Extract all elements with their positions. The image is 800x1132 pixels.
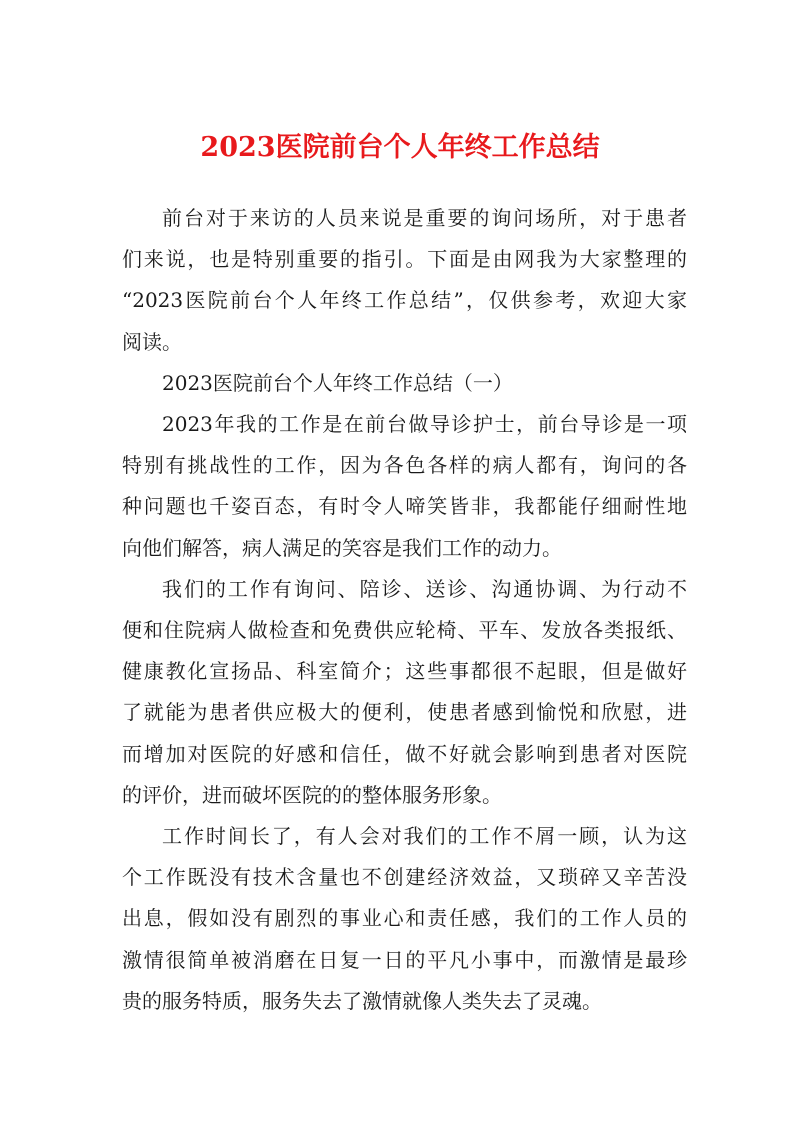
paragraph-1 <box>122 404 687 569</box>
text-line: 我们的工作有询问、陪诊、送诊、沟通协调、为行动不 <box>162 576 687 601</box>
text-line: 了就能为患者供应极大的便利，使患者感到愉悦和欣慰，进 <box>122 700 687 725</box>
paragraph-2 <box>122 569 687 816</box>
text-line: 健康教化宣扬品、科室简介；这些事都很不起眼，但是做好 <box>122 659 687 684</box>
text-line: 个工作既没有技术含量也不创建经济效益，又琐碎又辛苦没 <box>122 865 687 890</box>
text-line: 的评价，进而破坏医院的的整体服务形象。 <box>122 782 502 807</box>
text-line: 前台对于来访的人员来说是重要的询问场所，对于患者 <box>162 206 687 230</box>
text-line: 特别有挑战性的工作，因为各色各样的病人都有，询问的各 <box>122 453 687 478</box>
section-heading <box>122 363 687 404</box>
text-line: 们来说，也是特别重要的指引。下面是由网我为大家整理的 <box>122 247 687 272</box>
text-line: 激情很简单被消磨在日复一日的平凡小事中，而激情是最珍 <box>122 947 687 972</box>
paragraph-3 <box>122 816 687 1022</box>
text-line: 便和住院病人做检查和免费供应轮椅、平车、发放各类报纸、 <box>122 618 687 643</box>
paragraph-intro <box>122 198 687 363</box>
text-line: 贵的服务特质，服务失去了激情就像人类失去了灵魂。 <box>122 988 602 1013</box>
document-body <box>122 198 687 1022</box>
text-line: 2023医院前台个人年终工作总结（一） <box>162 370 513 395</box>
text-line: “2023医院前台个人年终工作总结”，仅供参考，欢迎大家 <box>122 288 687 313</box>
document-title: 2023医院前台个人年终工作总结 <box>200 132 600 163</box>
text-line: 出息，假如没有剧烈的事业心和责任感，我们的工作人员的 <box>122 906 687 931</box>
text-line: 而增加对医院的好感和信任，做不好就会影响到患者对医院 <box>122 741 687 766</box>
text-line: 阅读。 <box>122 329 182 354</box>
text-line: 向他们解答，病人满足的笑容是我们工作的动力。 <box>122 535 562 560</box>
text-line: 2023年我的工作是在前台做导诊护士，前台导诊是一项 <box>162 412 687 437</box>
text-line: 工作时间长了，有人会对我们的工作不屑一顾，认为这 <box>162 824 687 849</box>
text-line: 种问题也千姿百态，有时令人啼笑皆非，我都能仔细耐性地 <box>122 494 687 519</box>
